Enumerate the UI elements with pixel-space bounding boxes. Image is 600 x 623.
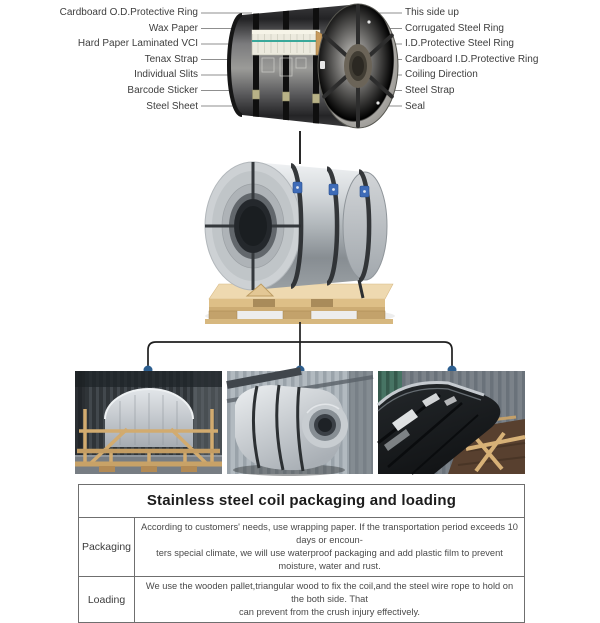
loading-row-label: Loading <box>79 577 135 622</box>
photo-strapped-coil <box>227 371 373 474</box>
diagram-right-labels <box>405 5 597 114</box>
packaging-table <box>78 484 525 623</box>
label-steel-strap: Steel Strap <box>405 84 455 96</box>
label-corrugated-steel-ring: Corrugated Steel Ring <box>405 22 504 34</box>
label-wax-paper: Wax Paper <box>148 22 198 34</box>
packaging-text-line-2: ters special climate, we will use waterproof packaging and add plastic film to prevent moisture, water and rust. <box>156 548 503 572</box>
coil-on-pallet-photo <box>195 146 410 328</box>
label-steel-sheet: Steel Sheet <box>146 100 198 112</box>
photo-coil-triangular-wood-art <box>378 371 525 474</box>
label-coiling-direction: Coiling Direction <box>405 69 478 81</box>
label-id-protective-steel-ring: I.D.Protective Steel Ring <box>405 38 514 50</box>
table-row-loading <box>79 577 524 622</box>
photo-strapped-coil-art <box>227 371 373 474</box>
diagram-left-labels <box>0 5 198 114</box>
label-tenax-strap: Tenax Strap <box>144 53 198 65</box>
coil-cutaway-illustration <box>228 2 398 130</box>
loading-row-text <box>135 577 524 622</box>
photo-coil-wood-frame-art <box>75 371 222 474</box>
packaging-row-label: Packaging <box>79 518 135 576</box>
photo-coil-wood-frame <box>75 371 222 474</box>
photo-coil-triangular-wood <box>378 371 525 474</box>
label-cardboard-od-ring: Cardboard O.D.Protective Ring <box>59 7 198 18</box>
label-cardboard-id-ring: Cardboard I.D.Protective Ring <box>405 53 539 65</box>
packaging-row-text <box>135 518 524 576</box>
label-individual-slits: Individual Slits <box>134 69 198 81</box>
loading-text-line-2: can prevent from the crush injury effectively. <box>238 607 421 618</box>
table-title: Stainless steel coil packaging and loading <box>79 485 524 518</box>
loading-text-line-1: We use the wooden pallet,triangular wood to fix the coil,and the steel wire rope to hold on the both side. That <box>145 581 514 605</box>
packaging-text-line-1: According to customers' needs, use wrapping paper. If the transportation period exceeds 10 days or encoun- <box>141 522 518 546</box>
label-seal: Seal <box>405 100 426 112</box>
label-barcode-sticker: Barcode Sticker <box>127 84 198 96</box>
table-row-packaging <box>79 518 524 577</box>
label-this-side-up: This side up <box>405 7 459 18</box>
label-hard-paper-vci: Hard Paper Laminated VCI <box>77 38 198 50</box>
